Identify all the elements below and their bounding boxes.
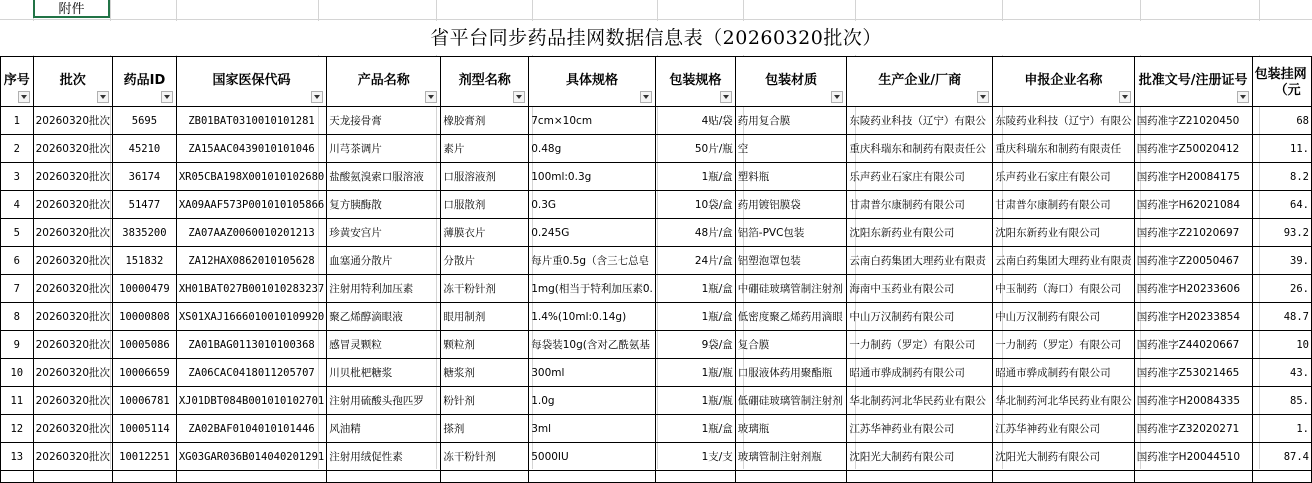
column-label: 药品ID [123,73,166,88]
cell-price[interactable]: 39. [1252,247,1311,275]
column-header-applicant[interactable] [993,57,1135,107]
cell-applicant[interactable]: 华北制药河北华民药业有限公 [993,387,1135,415]
filter-dropdown-icon[interactable] [1237,91,1249,103]
cell-approval[interactable]: 国药准字Z53021465 [1134,359,1252,387]
cell-seq[interactable]: 10 [1,359,34,387]
cell-material[interactable]: 铝箔-PVC包装 [735,219,847,247]
cell-material[interactable]: 铝塑泡罩包装 [735,247,847,275]
filter-dropdown-icon[interactable] [513,91,525,103]
cell-manufacturer[interactable]: 昭通市骅成制药有限公司 [847,359,993,387]
table-row [1,191,1312,219]
cell-material[interactable]: 低密度聚乙烯药用滴眼 [735,303,847,331]
cell-insurance-code[interactable]: ZA02BAF0104010101446 [176,415,326,443]
cell-empty[interactable] [847,471,993,483]
cell-price[interactable]: 64. [1252,191,1311,219]
cell-applicant[interactable]: 一力制药（罗定）有限公司 [993,331,1135,359]
cell-drug-id[interactable]: 5695 [113,107,177,135]
cell-material[interactable]: 中硼硅玻璃管制注射剂 [735,275,847,303]
cell-price[interactable]: 43. [1252,359,1311,387]
cell-material[interactable]: 塑料瓶 [735,163,847,191]
column-header-drug-id[interactable] [113,57,177,107]
table-row-partial [1,471,1312,483]
cell-batch[interactable]: 20260320批次 [33,443,112,471]
cell-spec[interactable]: 1.4%(10ml:0.14g) [529,303,656,331]
cell-applicant[interactable]: 中山万汉制药有限公司 [993,303,1135,331]
filter-dropdown-icon[interactable] [18,91,30,103]
cell-applicant[interactable]: 甘肃普尔康制药有限公司 [993,191,1135,219]
cell-dosage-form[interactable]: 素片 [441,135,529,163]
column-header-pack-spec[interactable] [655,57,735,107]
cell-product[interactable]: 聚乙烯醇滴眼液 [327,303,441,331]
cell-material[interactable]: 药用复合膜 [735,107,847,135]
cell-spec[interactable]: 1mg(相当于特利加压素0. [529,275,656,303]
cell-price[interactable]: 93.2 [1252,219,1311,247]
filter-dropdown-icon[interactable] [311,91,323,103]
filter-dropdown-icon[interactable] [640,91,652,103]
cell-applicant[interactable]: 沈阳东新药业有限公司 [993,219,1135,247]
cell-price[interactable]: 87.4 [1252,443,1311,471]
cell-price[interactable]: 26. [1252,275,1311,303]
cell-product[interactable]: 天龙接骨膏 [327,107,441,135]
table-row [1,219,1312,247]
cell-empty[interactable] [327,471,441,483]
cell-batch[interactable]: 20260320批次 [33,219,112,247]
cell-drug-id[interactable]: 45210 [113,135,177,163]
cell-pack-spec[interactable]: 50片/瓶 [655,135,735,163]
cell-product[interactable]: 珍黄安宫片 [327,219,441,247]
cell-drug-id[interactable]: 10000808 [113,303,177,331]
cell-manufacturer[interactable]: 一力制药（罗定）有限公司 [847,331,993,359]
cell-pack-spec[interactable]: 1瓶/瓶 [655,359,735,387]
cell-empty[interactable] [441,471,529,483]
cell-manufacturer[interactable]: 重庆科瑞东和制药有限责任公 [847,135,993,163]
cell-price[interactable]: 48.7 [1252,303,1311,331]
cell-pack-spec[interactable]: 1瓶/盒 [655,163,735,191]
cell-material[interactable]: 口服液体药用聚酯瓶 [735,359,847,387]
column-header-seq[interactable] [1,57,34,107]
cell-applicant[interactable]: 重庆科瑞东和制药有限责任 [993,135,1135,163]
table-body [1,107,1312,483]
cell-pack-spec[interactable]: 1瓶/盒 [655,303,735,331]
cell-drug-id[interactable]: 10005114 [113,415,177,443]
cell-batch[interactable]: 20260320批次 [33,163,112,191]
cell-seq[interactable]: 13 [1,443,34,471]
cell-approval[interactable]: 国药准字Z21020697 [1134,219,1252,247]
cell-seq[interactable]: 6 [1,247,34,275]
cell-price[interactable]: 1. [1252,415,1311,443]
cell-seq[interactable]: 9 [1,331,34,359]
cell-drug-id[interactable]: 10012251 [113,443,177,471]
cell-empty[interactable] [655,471,735,483]
cell-manufacturer[interactable]: 中山万汉制药有限公司 [847,303,993,331]
cell-applicant[interactable]: 云南白药集团大理药业有限责 [993,247,1135,275]
cell-spec[interactable]: 100ml:0.3g [529,163,656,191]
cell-approval[interactable]: 国药准字Z20050467 [1134,247,1252,275]
cell-approval[interactable]: 国药准字H62021084 [1134,191,1252,219]
cell-batch[interactable]: 20260320批次 [33,275,112,303]
cell-dosage-form[interactable]: 口服散剂 [441,191,529,219]
cell-dosage-form[interactable]: 粉针剂 [441,387,529,415]
table-row [1,107,1312,135]
cell-empty[interactable] [529,471,656,483]
cell-approval[interactable]: 国药准字H20044510 [1134,443,1252,471]
cell-seq[interactable]: 8 [1,303,34,331]
column-label: 包装规格 [669,73,722,88]
cell-approval[interactable]: 国药准字Z50020412 [1134,135,1252,163]
filter-dropdown-icon[interactable] [161,91,173,103]
cell-pack-spec[interactable]: 9袋/盒 [655,331,735,359]
cell-spec[interactable]: 5000IU [529,443,656,471]
filter-dropdown-icon[interactable] [425,91,437,103]
cell-insurance-code[interactable]: XJ01DBT084B001010102701 [176,387,326,415]
cell-pack-spec[interactable]: 24片/盒 [655,247,735,275]
cell-applicant[interactable]: 江苏华神药业有限公司 [993,415,1135,443]
column-label: 具体规格 [566,73,619,88]
cell-product[interactable]: 川芎茶调片 [327,135,441,163]
grid-line [0,19,1312,20]
cell-pack-spec[interactable]: 1瓶/盒 [655,275,735,303]
cell-seq[interactable]: 3 [1,163,34,191]
cell-approval[interactable]: 国药准字Z32020271 [1134,415,1252,443]
table-row [1,387,1312,415]
cell-product[interactable]: 风油精 [327,415,441,443]
cell-drug-id[interactable]: 36174 [113,163,177,191]
column-label: 生产企业/厂商 [878,73,962,88]
column-label: 申报企业名称 [1024,73,1103,88]
table-row [1,303,1312,331]
cell-drug-id[interactable]: 151832 [113,247,177,275]
column-header-manufacturer[interactable] [847,57,993,107]
cell-batch[interactable]: 20260320批次 [33,359,112,387]
cell-dosage-form[interactable]: 冻干粉针剂 [441,275,529,303]
cell-drug-id[interactable]: 10000479 [113,275,177,303]
cell-dosage-form[interactable]: 分散片 [441,247,529,275]
table-row [1,275,1312,303]
cell-insurance-code[interactable]: ZB01BAT0310010101281 [176,107,326,135]
cell-manufacturer[interactable]: 江苏华神药业有限公司 [847,415,993,443]
cell-insurance-code[interactable]: ZA06CAC0418011205707 [176,359,326,387]
column-label-unit: （元 [1274,83,1301,98]
table-row [1,163,1312,191]
cell-price[interactable]: 10 [1252,331,1311,359]
table-row [1,331,1312,359]
column-header-dosage-form[interactable] [441,57,529,107]
column-header-price[interactable] [1252,57,1311,107]
cell-applicant[interactable]: 沈阳光大制药有限公司 [993,443,1135,471]
cell-product[interactable]: 血塞通分散片 [327,247,441,275]
sheet-title: 省平台同步药品挂网数据信息表（20260320批次） [0,21,1312,55]
cell-seq[interactable]: 2 [1,135,34,163]
cell-batch[interactable]: 20260320批次 [33,387,112,415]
cell-seq[interactable]: 7 [1,275,34,303]
cell-seq[interactable]: 5 [1,219,34,247]
column-label: 国家医保代码 [212,73,291,88]
header-row [1,57,1312,107]
cell-pack-spec[interactable]: 4贴/袋 [655,107,735,135]
table-row [1,247,1312,275]
cell-dosage-form[interactable]: 糖浆剂 [441,359,529,387]
cell-pack-spec[interactable]: 1瓶/盒 [655,415,735,443]
cell-applicant[interactable]: 中玉制药（海口）有限公司 [993,275,1135,303]
column-header-batch[interactable] [33,57,112,107]
column-label: 产品名称 [357,73,410,88]
column-header-spec[interactable] [529,57,656,107]
cell-spec[interactable]: 0.245G [529,219,656,247]
cell-empty[interactable] [1134,471,1252,483]
column-header-approval[interactable] [1134,57,1252,107]
cell-insurance-code[interactable]: XS01XAJ1666010010109920 [176,303,326,331]
cell-material[interactable]: 空 [735,135,847,163]
column-label: 包装挂网 [1254,67,1307,82]
cell-material[interactable]: 玻璃瓶 [735,415,847,443]
cell-applicant[interactable]: 乐声药业石家庄有限公司 [993,163,1135,191]
cell-product[interactable]: 注射用特利加压素 [327,275,441,303]
cell-material[interactable]: 药用镀铝膜袋 [735,191,847,219]
cell-dosage-form[interactable]: 搽剂 [441,415,529,443]
cell-insurance-code[interactable]: XG03GAR036B014040201291 [176,443,326,471]
cell-batch[interactable]: 20260320批次 [33,303,112,331]
cell-applicant[interactable]: 东陵药业科技（辽宁）有限公 [993,107,1135,135]
table-row [1,443,1312,471]
cell-insurance-code[interactable]: ZA01BAG0113010100368 [176,331,326,359]
table-row [1,135,1312,163]
cell-product[interactable]: 盐酸氨溴索口服溶液 [327,163,441,191]
column-header-material[interactable] [735,57,847,107]
cell-approval[interactable]: 国药准字H20233854 [1134,303,1252,331]
selected-cell-attachment[interactable] [33,0,110,18]
cell-applicant[interactable]: 昭通市骅成制药有限公司 [993,359,1135,387]
cell-price[interactable]: 8.2 [1252,163,1311,191]
filter-dropdown-icon[interactable] [720,91,732,103]
cell-pack-spec[interactable]: 48片/盒 [655,219,735,247]
cell-spec[interactable]: 每袋装10g(含对乙酰氨基 [529,331,656,359]
cell-spec[interactable]: 7cm×10cm [529,107,656,135]
column-label: 批次 [59,73,86,88]
cell-pack-spec[interactable]: 10袋/盒 [655,191,735,219]
cell-batch[interactable]: 20260320批次 [33,331,112,359]
filter-dropdown-icon[interactable] [97,91,109,103]
cell-batch[interactable]: 20260320批次 [33,247,112,275]
cell-drug-id[interactable]: 10005086 [113,331,177,359]
cell-material[interactable]: 低硼硅玻璃管制注射剂 [735,387,847,415]
cell-empty[interactable] [33,471,112,483]
cell-manufacturer[interactable]: 东陵药业科技（辽宁）有限公 [847,107,993,135]
cell-dosage-form[interactable]: 薄膜衣片 [441,219,529,247]
cell-product[interactable]: 注射用绒促性素 [327,443,441,471]
cell-spec[interactable]: 1.0g [529,387,656,415]
column-header-insurance-code[interactable] [176,57,326,107]
cell-approval[interactable]: 国药准字H20084175 [1134,163,1252,191]
cell-drug-id[interactable]: 10006659 [113,359,177,387]
cell-empty[interactable] [1252,471,1311,483]
cell-spec[interactable]: 每片重0.5g（含三七总皂 [529,247,656,275]
attachment-label: 附件 [58,2,85,17]
column-label: 序号 [3,73,30,88]
filter-dropdown-icon[interactable] [1119,91,1131,103]
data-table [0,56,1312,483]
cell-batch[interactable]: 20260320批次 [33,415,112,443]
cell-manufacturer[interactable]: 沈阳东新药业有限公司 [847,219,993,247]
column-header-product[interactable] [327,57,441,107]
cell-drug-id[interactable]: 10006781 [113,387,177,415]
cell-manufacturer[interactable]: 甘肃普尔康制药有限公司 [847,191,993,219]
cell-drug-id[interactable]: 51477 [113,191,177,219]
column-label: 批准文号/注册证号 [1138,73,1248,88]
filter-dropdown-icon[interactable] [977,91,989,103]
cell-dosage-form[interactable]: 颗粒剂 [441,331,529,359]
cell-dosage-form[interactable]: 口服溶液剂 [441,163,529,191]
cell-price[interactable]: 11. [1252,135,1311,163]
cell-empty[interactable] [1,471,34,483]
cell-product[interactable]: 复方胰酶散 [327,191,441,219]
cell-spec[interactable]: 0.48g [529,135,656,163]
cell-price[interactable]: 68 [1252,107,1311,135]
cell-product[interactable]: 注射用硫酸头孢匹罗 [327,387,441,415]
cell-approval[interactable]: 国药准字H20084335 [1134,387,1252,415]
cell-batch[interactable]: 20260320批次 [33,107,112,135]
column-label: 包装材质 [765,73,818,88]
cell-product[interactable]: 川贝枇杷糖浆 [327,359,441,387]
cell-product[interactable]: 感冒灵颗粒 [327,331,441,359]
cell-price[interactable]: 85. [1252,387,1311,415]
cell-batch[interactable]: 20260320批次 [33,135,112,163]
cell-spec[interactable]: 0.3G [529,191,656,219]
filter-dropdown-icon[interactable] [831,91,843,103]
cell-insurance-code[interactable]: ZA12HAX0862010105628 [176,247,326,275]
cell-approval[interactable]: 国药准字H20233606 [1134,275,1252,303]
cell-seq[interactable]: 1 [1,107,34,135]
cell-manufacturer[interactable]: 海南中玉药业有限公司 [847,275,993,303]
cell-dosage-form[interactable]: 眼用制剂 [441,303,529,331]
cell-drug-id[interactable]: 3835200 [113,219,177,247]
cell-seq[interactable]: 4 [1,191,34,219]
cell-approval[interactable]: 国药准字Z44020667 [1134,331,1252,359]
cell-seq[interactable]: 11 [1,387,34,415]
cell-empty[interactable] [113,471,177,483]
cell-empty[interactable] [176,471,326,483]
cell-seq[interactable]: 12 [1,415,34,443]
cell-batch[interactable]: 20260320批次 [33,191,112,219]
cell-insurance-code[interactable]: XH01BAT027B001010283237 [176,275,326,303]
table-row [1,415,1312,443]
column-label: 剂型名称 [458,73,511,88]
cell-manufacturer[interactable]: 华北制药河北华民药业有限公 [847,387,993,415]
cell-empty[interactable] [993,471,1135,483]
cell-manufacturer[interactable]: 沈阳光大制药有限公司 [847,443,993,471]
cell-insurance-code[interactable]: XA09AAF573P001010105866 [176,191,326,219]
cell-pack-spec[interactable]: 1支/支 [655,443,735,471]
cell-insurance-code[interactable]: ZA07AAZ0060010201213 [176,219,326,247]
cell-empty[interactable] [735,471,847,483]
cell-dosage-form[interactable]: 橡胶膏剂 [441,107,529,135]
cell-spec[interactable]: 300ml [529,359,656,387]
cell-material[interactable]: 玻璃管制注射剂瓶 [735,443,847,471]
cell-manufacturer[interactable]: 云南白药集团大理药业有限责 [847,247,993,275]
cell-approval[interactable]: 国药准字Z21020450 [1134,107,1252,135]
cell-manufacturer[interactable]: 乐声药业石家庄有限公司 [847,163,993,191]
cell-material[interactable]: 复合膜 [735,331,847,359]
table-row [1,359,1312,387]
cell-pack-spec[interactable]: 1瓶/瓶 [655,387,735,415]
cell-insurance-code[interactable]: ZA15AAC0439010101046 [176,135,326,163]
cell-insurance-code[interactable]: XR05CBA198X001010102680 [176,163,326,191]
cell-spec[interactable]: 3ml [529,415,656,443]
cell-dosage-form[interactable]: 冻干粉针剂 [441,443,529,471]
